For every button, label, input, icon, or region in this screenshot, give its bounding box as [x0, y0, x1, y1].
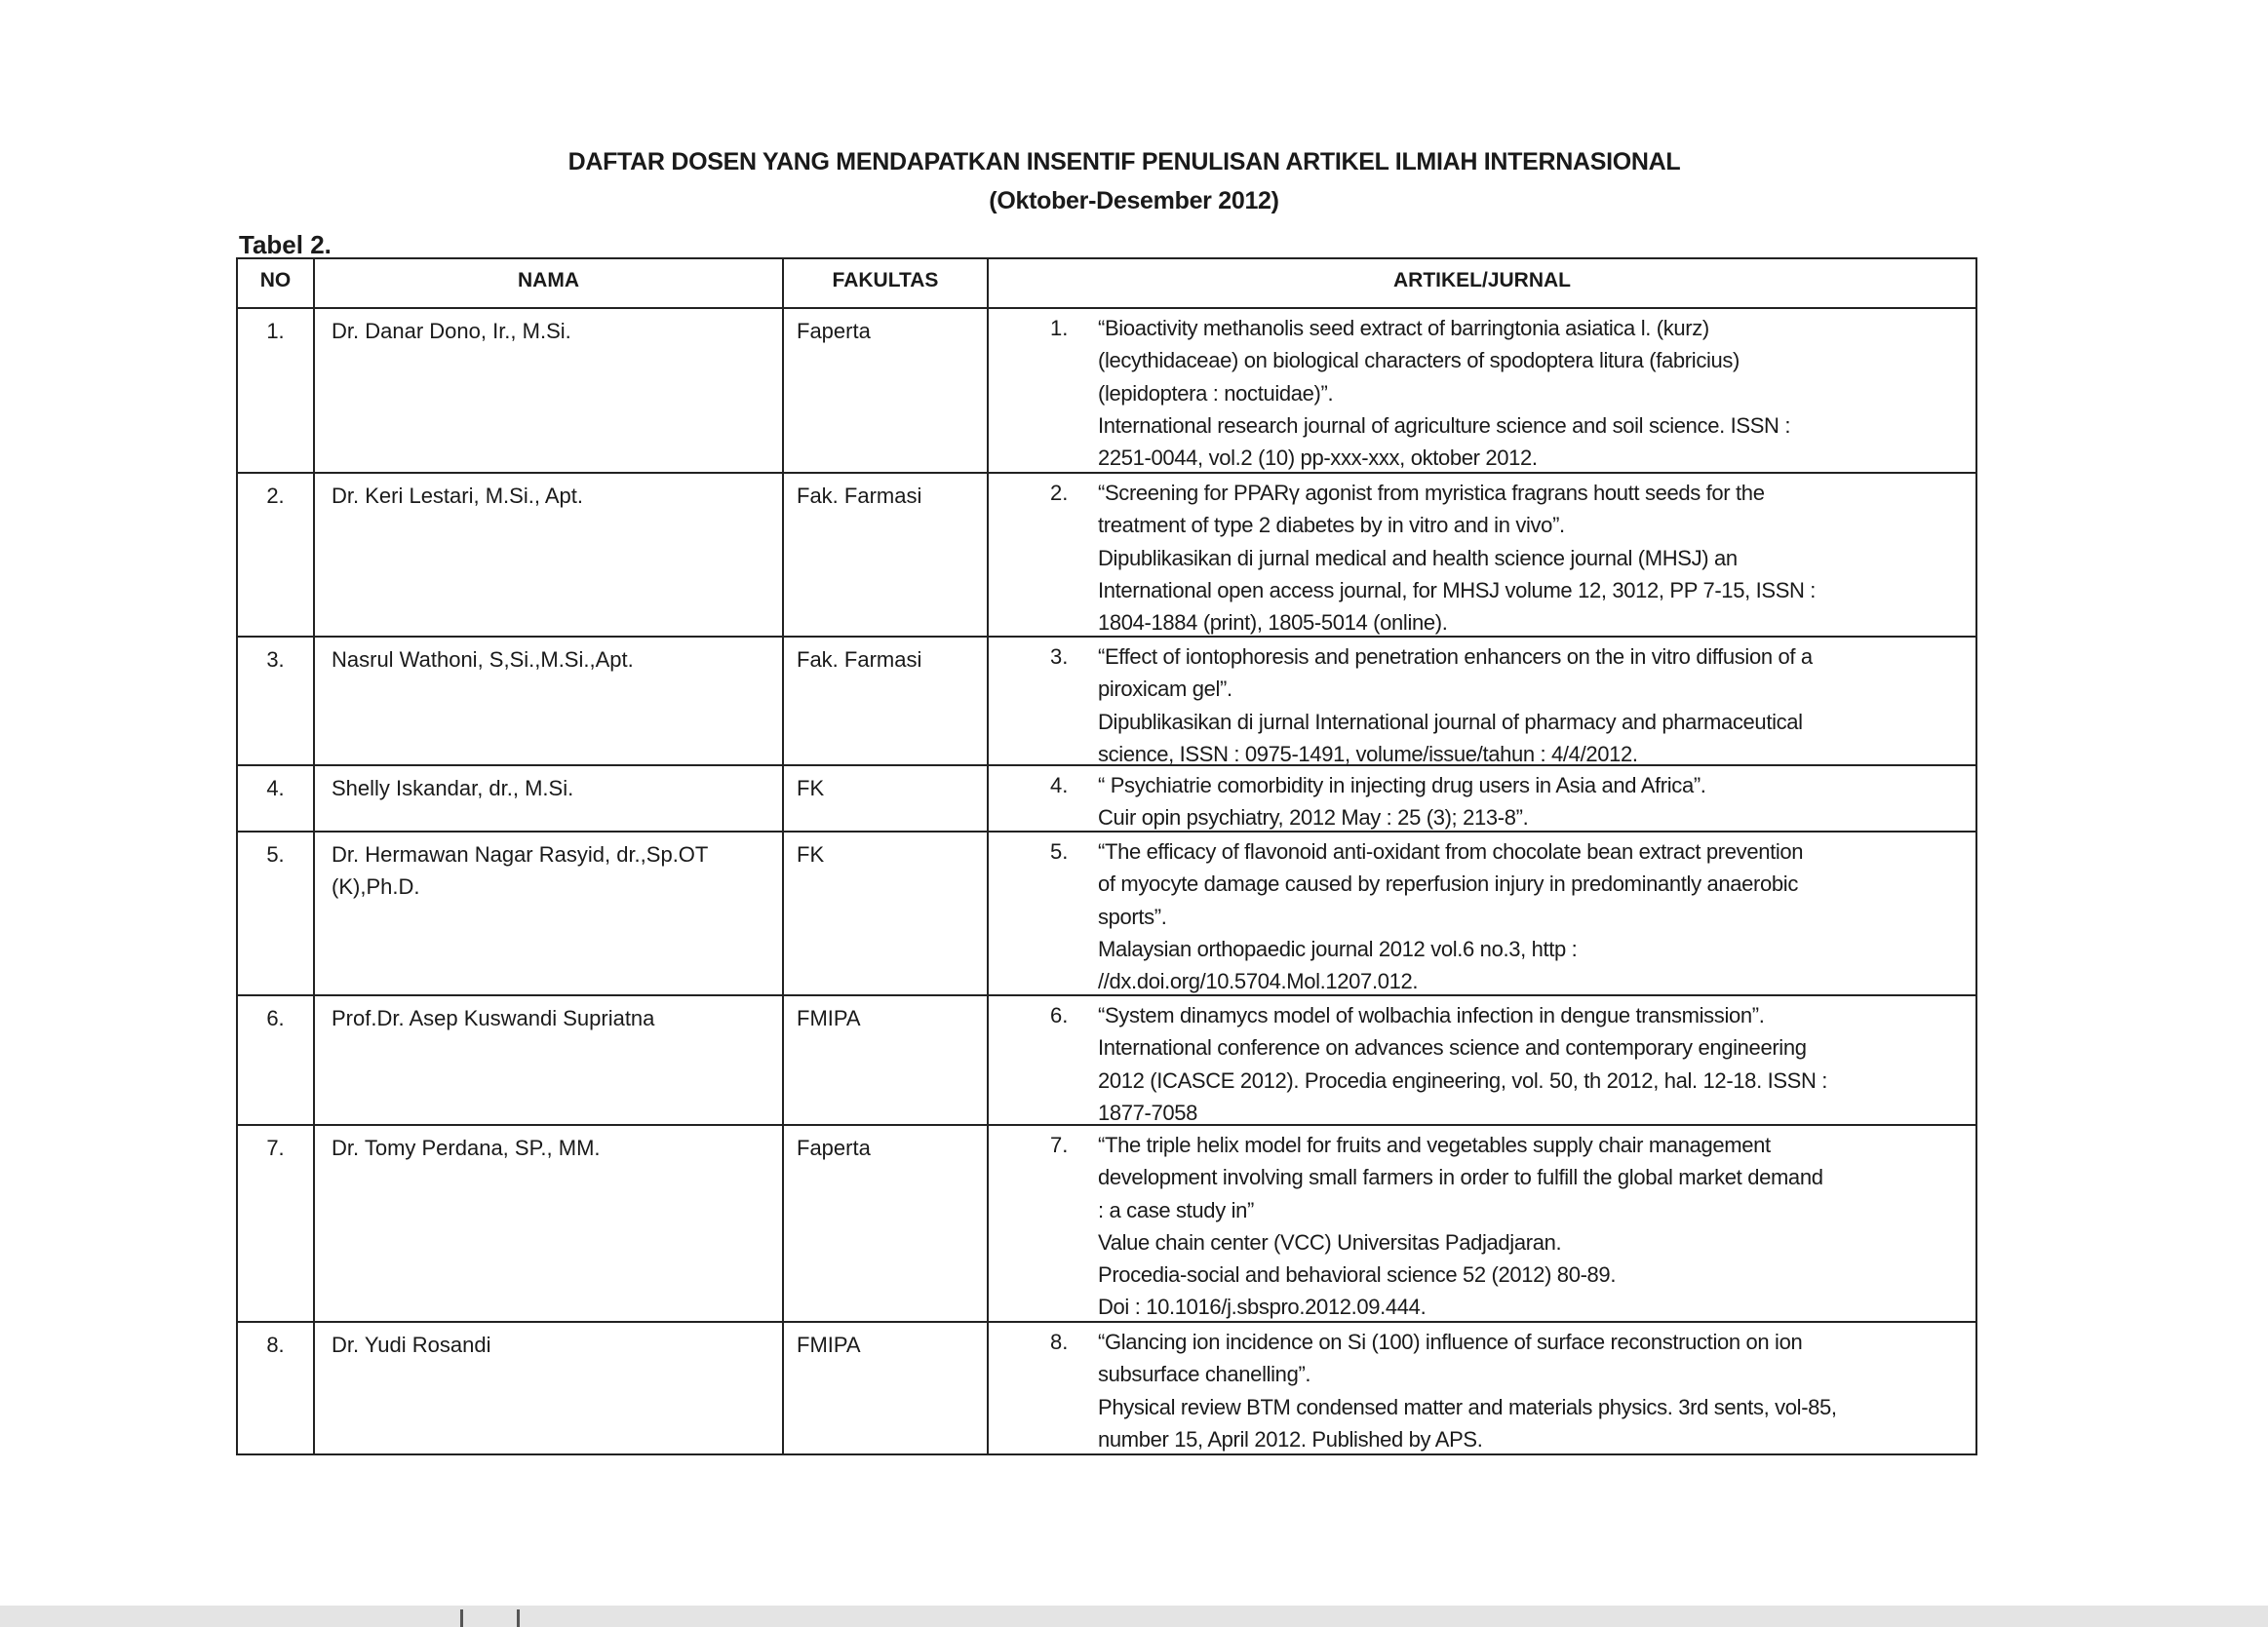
article-line: Value chain center (VCC) Universitas Padjadjaran. [1098, 1229, 1562, 1255]
article-number: 4. [1050, 773, 1069, 797]
faculty: Faperta [782, 309, 987, 472]
name-line: Dr. Danar Dono, Ir., M.Si. [332, 319, 571, 343]
article-journal [987, 474, 1975, 636]
article-line: 2012 (ICASCE 2012). Procedia engineering, vol. 50, th 2012, hal. 12-18. ISSN : [1098, 1067, 1828, 1093]
article-line: piroxicam gel”. [1098, 677, 1232, 702]
lecturer-name [313, 474, 782, 636]
lecturer-name [313, 766, 782, 831]
name-line: Dr. Keri Lestari, M.Si., Apt. [332, 484, 583, 508]
lecturer-name [313, 833, 782, 994]
article-journal [987, 766, 1975, 831]
article-number: 3. [1050, 644, 1069, 669]
article-line: science, ISSN : 0975-1491, volume/issue/tahun : 4/4/2012. [1098, 741, 1638, 764]
table-row [238, 472, 1975, 636]
table-row [238, 636, 1975, 764]
article-line: subsurface chanelling”. [1098, 1362, 1311, 1387]
article-line: (lepidoptera : noctuidae)”. [1098, 380, 1334, 406]
scan-mark [517, 1609, 520, 1627]
article-line: “The triple helix model for fruits and vegetables supply chair management [1098, 1133, 1771, 1157]
article-line: 2251-0044, vol.2 (10) pp-xxx-xxx, oktober 2012. [1098, 445, 1538, 471]
header-no: NO [259, 269, 292, 291]
scan-bottom-edge [0, 1606, 2268, 1627]
article-line: “Glancing ion incidence on Si (100) influence of surface reconstruction on ion [1098, 1330, 1803, 1354]
article-number: 8. [1050, 1330, 1069, 1354]
article-line: development involving small farmers in order to fulfill the global market demand [1098, 1165, 1823, 1190]
name-line: Shelly Iskandar, dr., M.Si. [332, 776, 574, 800]
article-journal [987, 1126, 1975, 1321]
lecturer-name [313, 996, 782, 1124]
lecturer-name [313, 1323, 782, 1453]
article-line: Cuir opin psychiatry, 2012 May : 25 (3); 213-8”. [1098, 805, 1529, 831]
article-journal [987, 996, 1975, 1124]
article-number: 6. [1050, 1003, 1069, 1027]
article-line: International conference on advances science and contemporary engineering [1098, 1035, 1807, 1061]
document-subtitle-period: (Oktober-Desember 2012) [989, 187, 1279, 214]
article-line: “ Psychiatrie comorbidity in injecting drug users in Asia and Africa”. [1098, 773, 1706, 797]
table-row [238, 994, 1975, 1124]
document-title: DAFTAR DOSEN YANG MENDAPATKAN INSENTIF PENULISAN ARTIKEL ILMIAH INTERNASIONAL [567, 148, 1681, 175]
row-number: 3. [266, 647, 285, 672]
article-line: Dipublikasikan di jurnal International journal of pharmacy and pharmaceutical [1098, 709, 1803, 734]
name-line: Prof.Dr. Asep Kuswandi Supriatna [332, 1006, 655, 1030]
row-number: 7. [266, 1136, 285, 1160]
scan-mark [460, 1609, 463, 1627]
faculty: Fak. Farmasi [782, 474, 987, 636]
lecturer-name [313, 1126, 782, 1321]
header-artikel: ARTIKEL/JURNAL [987, 259, 1975, 307]
article-line: : a case study in” [1098, 1197, 1254, 1222]
header-fakultas: FAKULTAS [782, 259, 987, 307]
article-line: International open access journal, for MHSJ volume 12, 3012, PP 7-15, ISSN : [1098, 577, 1817, 602]
article-line: //dx.doi.org/10.5704.Mol.1207.012. [1098, 969, 1419, 994]
article-number: 5. [1050, 839, 1069, 864]
row-number: 1. [266, 319, 285, 343]
article-journal [987, 309, 1975, 472]
header-nama: NAMA [313, 259, 782, 307]
article-number: 1. [1050, 316, 1069, 340]
article-line: 1804-1884 (print), 1805-5014 (online). [1098, 610, 1448, 636]
name-line: Dr. Hermawan Nagar Rasyid, dr.,Sp.OT [332, 842, 709, 867]
table-header-row [238, 259, 1975, 307]
article-line: Procedia-social and behavioral science 52 (2012) 80-89. [1098, 1262, 1617, 1288]
article-line: “Effect of iontophoresis and penetration enhancers on the in vitro diffusion of a [1098, 644, 1813, 669]
article-journal [987, 1323, 1975, 1453]
faculty: FK [782, 833, 987, 994]
row-number: 4. [266, 776, 285, 800]
article-line: number 15, April 2012. Published by APS. [1098, 1426, 1483, 1452]
article-number: 2. [1050, 481, 1069, 505]
article-line: (lecythidaceae) on biological characters of spodoptera litura (fabricius) [1098, 348, 1740, 373]
article-line: Doi : 10.1016/j.sbspro.2012.09.444. [1098, 1295, 1427, 1320]
article-line: Dipublikasikan di jurnal medical and health science journal (MHSJ) an [1098, 545, 1738, 570]
name-line: Dr. Tomy Perdana, SP., MM. [332, 1136, 601, 1160]
row-number: 8. [266, 1333, 285, 1357]
table-row [238, 831, 1975, 994]
article-number: 7. [1050, 1133, 1069, 1157]
faculty: Fak. Farmasi [782, 638, 987, 764]
article-line: “System dinamycs model of wolbachia infection in dengue transmission”. [1098, 1003, 1765, 1027]
faculty: Faperta [782, 1126, 987, 1321]
row-number: 5. [266, 842, 285, 867]
faculty: FMIPA [782, 1323, 987, 1453]
article-line: “Screening for PPARγ agonist from myristica fragrans houtt seeds for the [1098, 481, 1765, 505]
article-line: Physical review BTM condensed matter and materials physics. 3rd sents, vol-85, [1098, 1394, 1837, 1419]
article-journal [987, 638, 1975, 764]
table-row [238, 307, 1975, 472]
article-line: “Bioactivity methanolis seed extract of barringtonia asiatica l. (kurz) [1098, 316, 1709, 340]
name-line: (K),Ph.D. [332, 874, 420, 900]
table-row [238, 1124, 1975, 1321]
article-line: International research journal of agriculture science and soil science. ISSN : [1098, 412, 1791, 438]
row-number: 2. [266, 484, 285, 508]
table-label: Tabel 2. [239, 230, 332, 259]
article-line: “The efficacy of flavonoid anti-oxidant from chocolate bean extract prevention [1098, 839, 1804, 864]
article-journal [987, 833, 1975, 994]
lecturer-incentive-table [236, 257, 1977, 1455]
table-row [238, 764, 1975, 831]
table-row [238, 1321, 1975, 1453]
article-line: treatment of type 2 diabetes by in vitro and in vivo”. [1098, 513, 1565, 538]
article-line: of myocyte damage caused by reperfusion injury in predominantly anaerobic [1098, 872, 1798, 897]
name-line: Dr. Yudi Rosandi [332, 1333, 491, 1357]
faculty: FK [782, 766, 987, 831]
article-line: Malaysian orthopaedic journal 2012 vol.6 no.3, http : [1098, 936, 1578, 961]
article-line: 1877-7058 [1098, 1100, 1198, 1124]
lecturer-name [313, 309, 782, 472]
lecturer-name [313, 638, 782, 764]
faculty: FMIPA [782, 996, 987, 1124]
row-number: 6. [266, 1006, 285, 1030]
name-line: Nasrul Wathoni, S,Si.,M.Si.,Apt. [332, 647, 634, 672]
article-line: sports”. [1098, 904, 1167, 929]
